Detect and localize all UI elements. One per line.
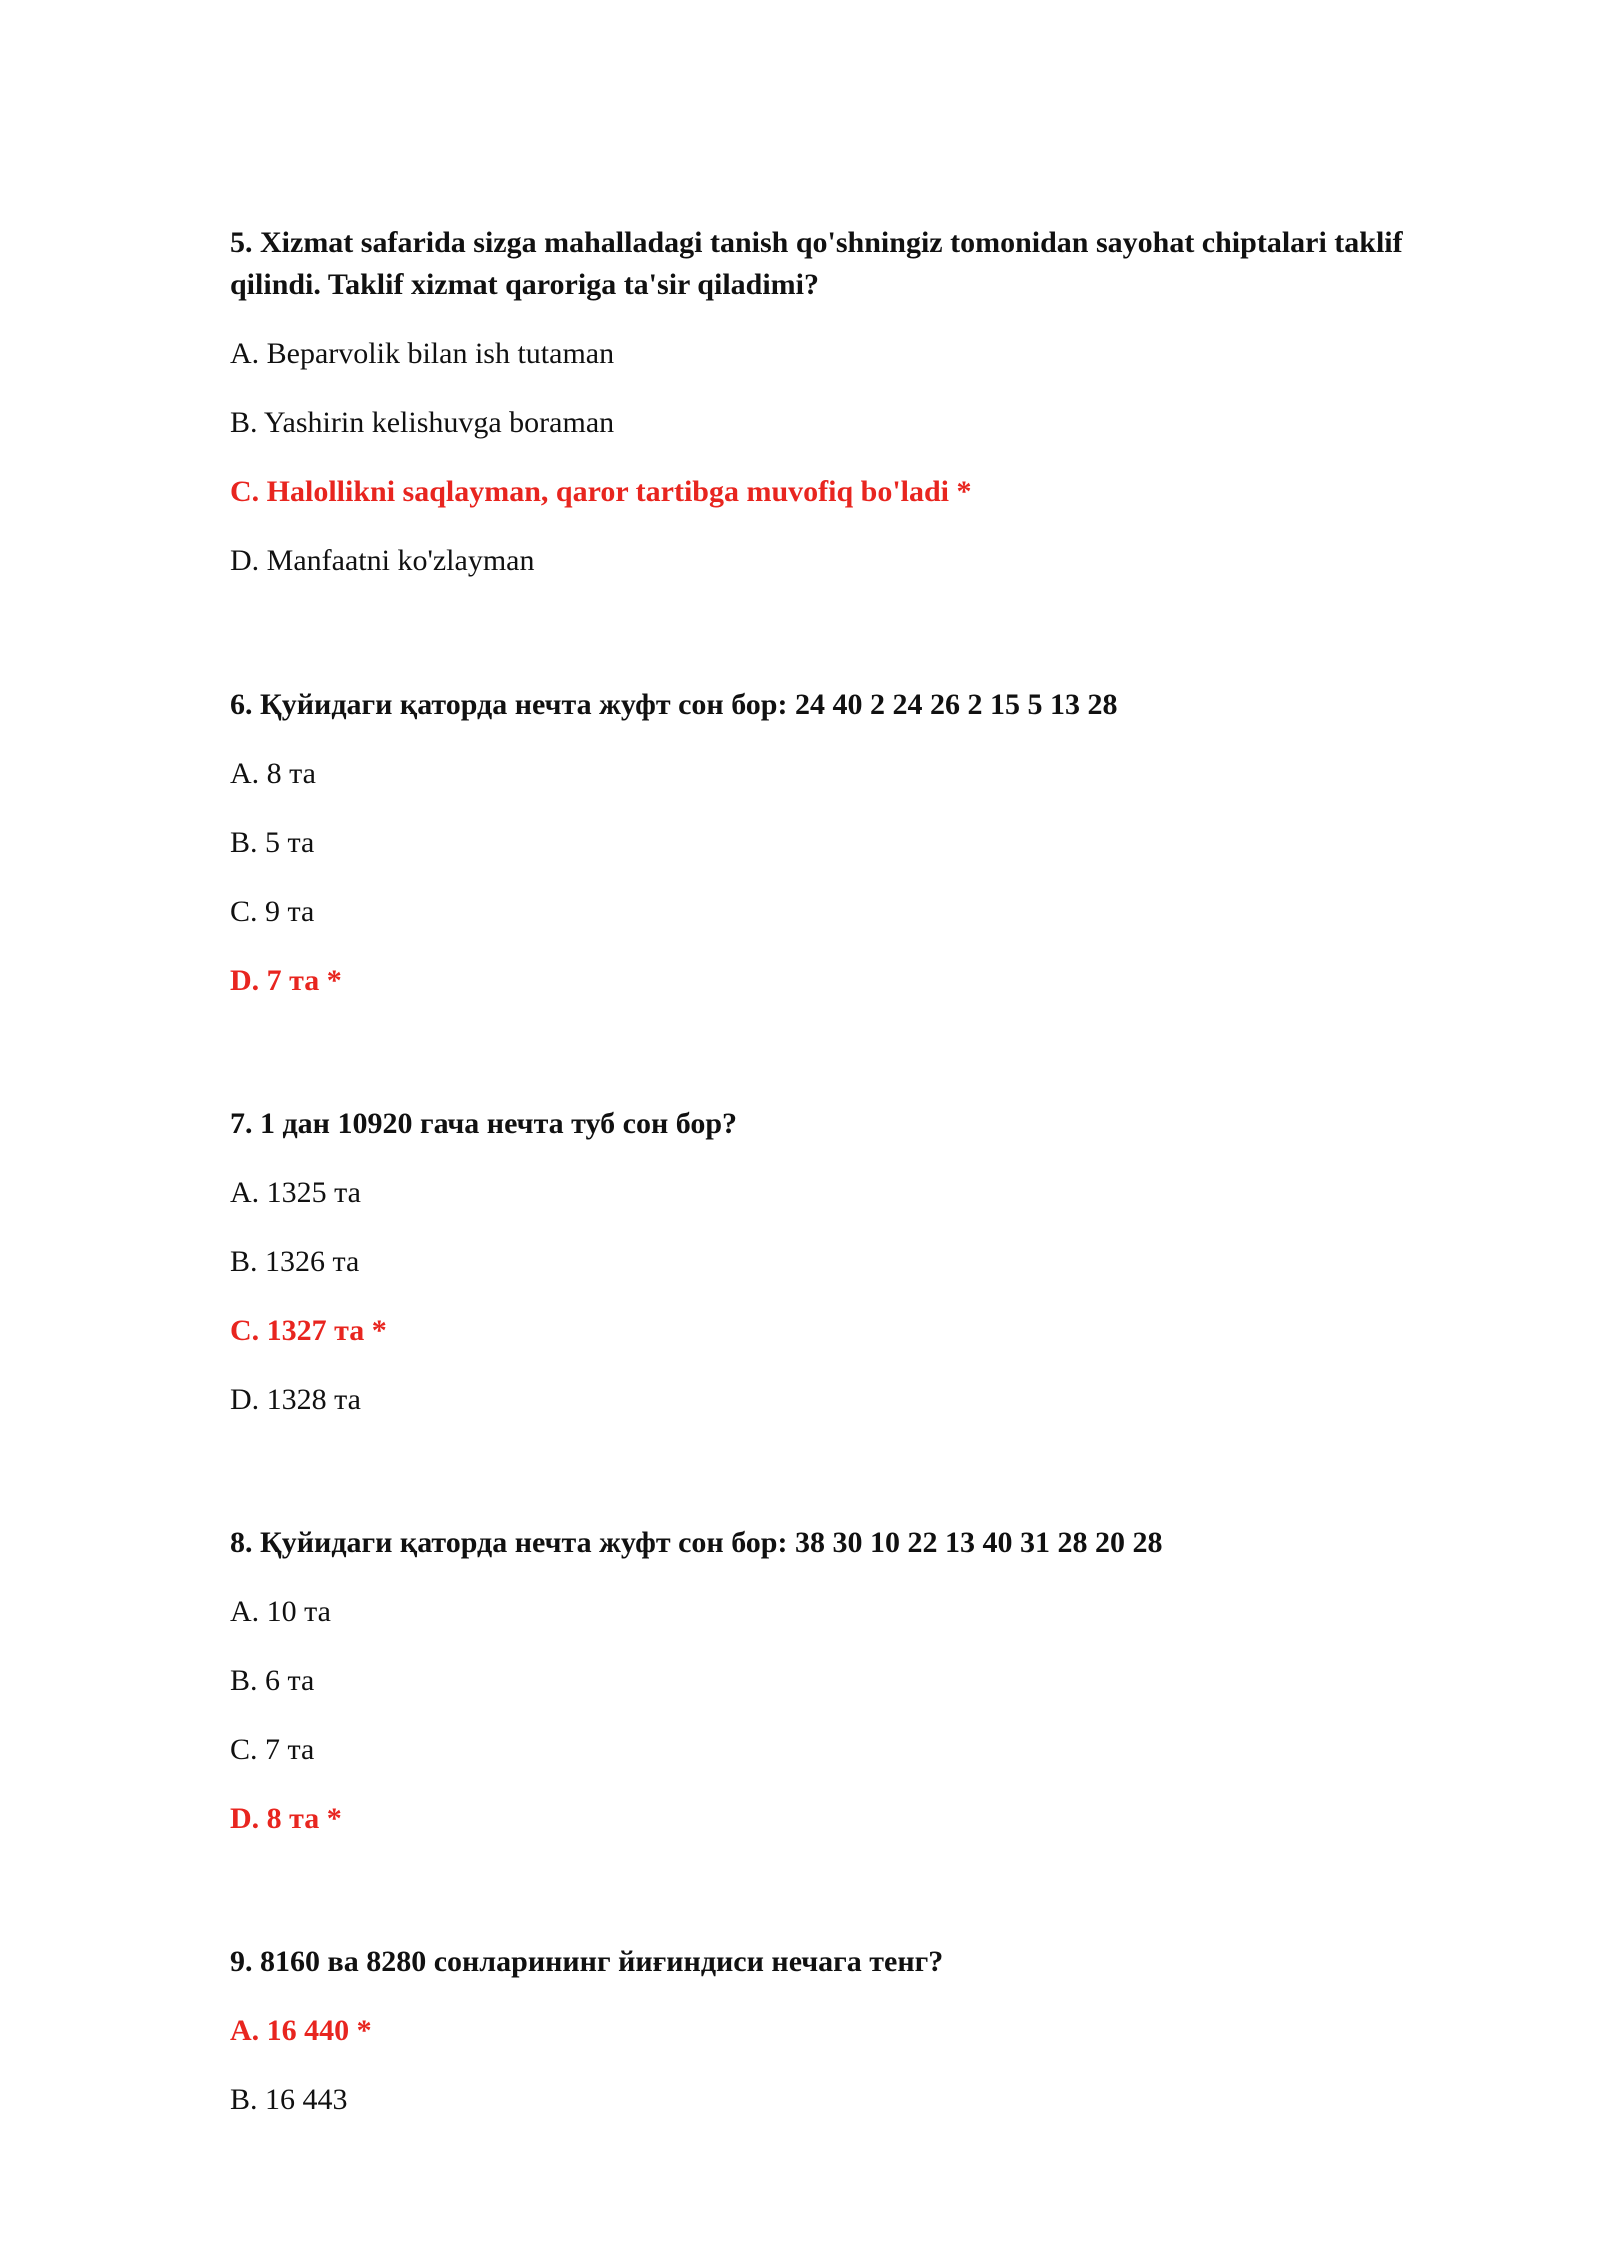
- option-c-correct: C. Halollikni saqlayman, qaror tartibga muvofiq bo'ladi *: [230, 475, 972, 508]
- question-text: 6. Қуйидаги қаторда нечта жуфт сон бор: 24 40 2 24 26 2 15 5 13 28: [230, 688, 1118, 721]
- option-b: B. 1326 та: [230, 1245, 360, 1278]
- option-c: C. 7 та: [230, 1733, 315, 1766]
- option-a: A. 1325 та: [230, 1176, 361, 1209]
- question-text: 5. Xizmat safarida sizga mahalladagi tanish qo'shningiz tomonidan sayohat chiptalari taklif qilindi. Taklif xizmat qaroriga ta'sir qiladimi?: [230, 226, 1403, 301]
- question-8: [230, 1522, 1430, 1840]
- question-text: 8. Қуйидаги қаторда нечта жуфт сон бор: 38 30 10 22 13 40 31 28 20 28: [230, 1526, 1163, 1559]
- option-a: A. Beparvolik bilan ish tutaman: [230, 337, 615, 370]
- question-5: [230, 222, 1430, 582]
- option-a: A. 8 та: [230, 757, 316, 790]
- question-text: 7. 1 дан 10920 гача нечта туб сон бор?: [230, 1107, 738, 1140]
- option-d: D. 1328 та: [230, 1383, 361, 1416]
- option-b: B. 16 443: [230, 2083, 348, 2116]
- option-b: B. 5 та: [230, 826, 315, 859]
- option-d-correct: D. 7 та *: [230, 964, 342, 997]
- option-a-correct: A. 16 440 *: [230, 2014, 372, 2047]
- option-d-correct: D. 8 та *: [230, 1802, 342, 1835]
- option-c-correct: C. 1327 та *: [230, 1314, 387, 1347]
- option-d: D. Manfaatni ko'zlayman: [230, 544, 535, 577]
- question-7: [230, 1103, 1430, 1421]
- option-b: B. Yashirin kelishuvga boraman: [230, 406, 615, 439]
- question-text: 9. 8160 ва 8280 сонларининг йиғиндиси нечага тенг?: [230, 1945, 944, 1978]
- option-b: B. 6 та: [230, 1664, 315, 1697]
- option-a: A. 10 та: [230, 1595, 331, 1628]
- question-9: [230, 1941, 1430, 2121]
- option-c: C. 9 та: [230, 895, 315, 928]
- question-6: [230, 684, 1430, 1002]
